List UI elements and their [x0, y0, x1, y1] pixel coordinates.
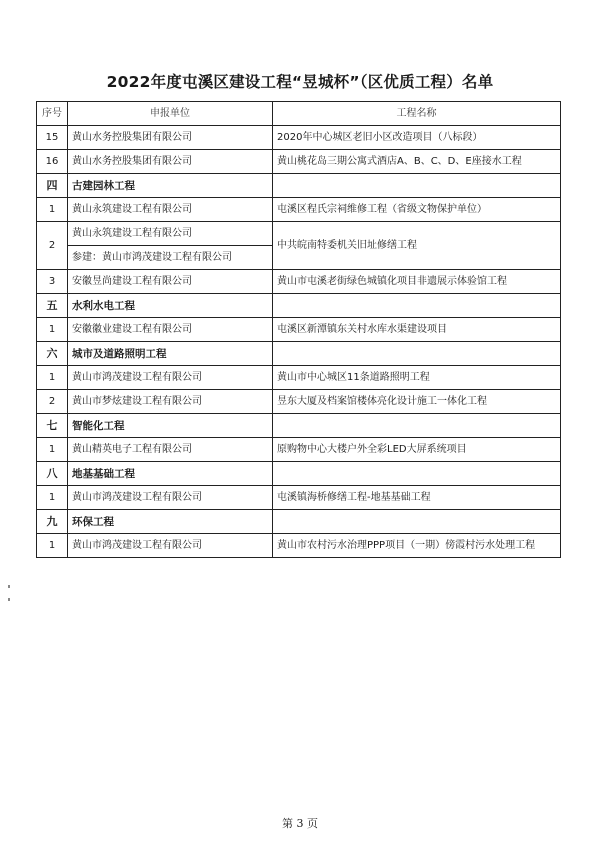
row-index: 2: [37, 222, 68, 270]
table-row: [37, 270, 561, 294]
row-unit: 安徽昱尚建设工程有限公司: [68, 270, 273, 294]
row-unit: 黄山水务控股集团有限公司: [68, 126, 273, 150]
table-row: [37, 126, 561, 150]
row-index: 15: [37, 126, 68, 150]
section-empty-cell: [273, 294, 561, 318]
section-number: 五: [37, 294, 68, 318]
section-empty-cell: [273, 462, 561, 486]
section-number: 八: [37, 462, 68, 486]
section-row: [37, 414, 561, 438]
section-row: [37, 294, 561, 318]
scan-speck: [8, 598, 10, 601]
page-number: 第 3 页: [282, 817, 318, 830]
table-row: [37, 390, 561, 414]
row-index: 16: [37, 150, 68, 174]
row-index: 1: [37, 366, 68, 390]
scan-speck: [8, 585, 10, 588]
row-index: 3: [37, 270, 68, 294]
section-row: [37, 462, 561, 486]
section-title: 古建园林工程: [68, 174, 273, 198]
row-project: 原购物中心大楼户外全彩LED大屏系统项目: [273, 438, 561, 462]
row-unit: 黄山永筑建设工程有限公司: [68, 198, 273, 222]
row-project: 黄山市中心城区11条道路照明工程: [273, 366, 561, 390]
table-row: [37, 198, 561, 222]
row-project: 黄山桃花岛三期公寓式酒店A、B、C、D、E座接水工程: [273, 150, 561, 174]
row-unit: 黄山水务控股集团有限公司: [68, 150, 273, 174]
header-index: 序号: [37, 102, 68, 126]
row-project: 中共皖南特委机关旧址修缮工程: [273, 222, 561, 270]
row-unit: 黄山永筑建设工程有限公司: [68, 222, 273, 246]
section-row: [37, 174, 561, 198]
section-title: 环保工程: [68, 510, 273, 534]
row-unit: 黄山市鸿茂建设工程有限公司: [68, 486, 273, 510]
table-row: [37, 222, 561, 246]
row-unit: 黄山市梦炫建设工程有限公司: [68, 390, 273, 414]
table-row: [37, 534, 561, 558]
table-row: [37, 438, 561, 462]
row-project: 屯溪区新潭镇东关村水库水渠建设项目: [273, 318, 561, 342]
section-number: 四: [37, 174, 68, 198]
section-title: 地基基础工程: [68, 462, 273, 486]
header-project: 工程名称: [273, 102, 561, 126]
table-header-row: [37, 102, 561, 126]
section-title: 水利水电工程: [68, 294, 273, 318]
section-empty-cell: [273, 174, 561, 198]
row-unit: 黄山市鸿茂建设工程有限公司: [68, 534, 273, 558]
section-number: 九: [37, 510, 68, 534]
row-unit-partner: 参建：黄山市鸿茂建设工程有限公司: [68, 246, 273, 270]
row-index: 1: [37, 534, 68, 558]
row-project: 屯溪区程氏宗祠维修工程（省级文物保护单位）: [273, 198, 561, 222]
row-project: 昱东大厦及档案馆楼体亮化设计施工一体化工程: [273, 390, 561, 414]
table-row: [37, 486, 561, 510]
row-project: 黄山市屯溪老街绿色城镇化项目非遗展示体验馆工程: [273, 270, 561, 294]
table-row: [37, 318, 561, 342]
row-unit: 安徽徽业建设工程有限公司: [68, 318, 273, 342]
section-empty-cell: [273, 510, 561, 534]
row-index: 1: [37, 438, 68, 462]
row-project: 屯溪镇海桥修缮工程-地基基础工程: [273, 486, 561, 510]
table-row: [37, 150, 561, 174]
header-unit: 申报单位: [68, 102, 273, 126]
row-unit: 黄山市鸿茂建设工程有限公司: [68, 366, 273, 390]
table-row: [37, 366, 561, 390]
row-project: 黄山市农村污水治理PPP项目（一期）傍霞村污水处理工程: [273, 534, 561, 558]
row-unit: 黄山精英电子工程有限公司: [68, 438, 273, 462]
page-title: 2022年度屯溪区建设工程“昱城杯”（区优质工程）名单: [106, 73, 494, 91]
section-title: 城市及道路照明工程: [68, 342, 273, 366]
row-project: 2020年中心城区老旧小区改造项目（八标段）: [273, 126, 561, 150]
award-list-table: [36, 101, 561, 558]
section-row: [37, 510, 561, 534]
section-empty-cell: [273, 414, 561, 438]
row-index: 1: [37, 486, 68, 510]
section-empty-cell: [273, 342, 561, 366]
row-index: 1: [37, 198, 68, 222]
section-number: 七: [37, 414, 68, 438]
section-title: 智能化工程: [68, 414, 273, 438]
section-number: 六: [37, 342, 68, 366]
row-index: 2: [37, 390, 68, 414]
section-row: [37, 342, 561, 366]
row-index: 1: [37, 318, 68, 342]
